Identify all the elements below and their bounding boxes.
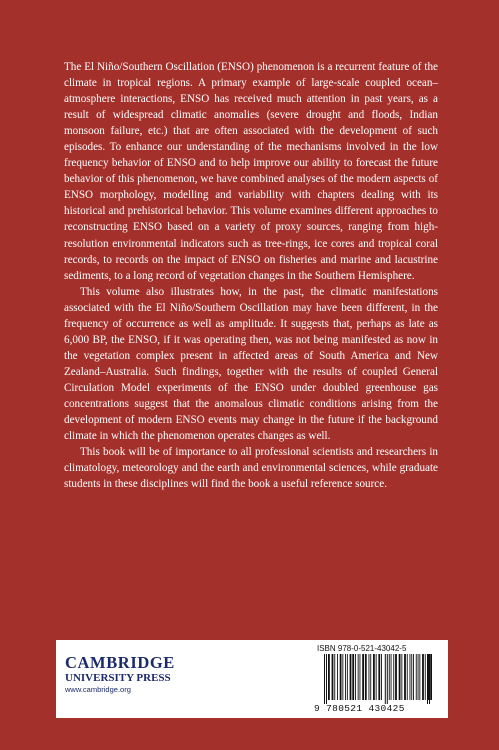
blurb-paragraph-1: The El Niño/Southern Oscillation (ENSO) phenomenon is a recurrent feature of the climate in tropical regions. A primary example of large-scale coupled ocean–atmosphere interactions, ENSO has received much attention in past years, as a result of widespread climatic anomalies (severe drought and floods, Indian monsoon failure, etc.) that are often associated with the development of such episodes. To enhance our understanding of the mechanisms involved in the low frequency behavior of ENSO and to help improve our ability to forecast the future behavior of this phenomenon, we have combined analyses of the modern aspects of ENSO morphology, modelling and variability with chapters dealing with its historical and prehistorical behavior. This volume examines different approaches to reconstructing ENSO based on a variety of proxy sources, ranging from high-resolution environmental indicators such as tree-rings, ice cores and tropical coral records, to records on the impact of ENSO on fisheries and marine and lacustrine sediments, to a long record of vegetation changes in the Southern Hemisphere. [64,61,438,282]
barcode-digits: 9 780521 430425 [314,703,405,714]
publisher-name: CAMBRIDGE [65,653,175,672]
publisher-footer [56,640,448,718]
barcode-icon [323,654,433,704]
isbn-label: ISBN 978-0-521-43042-5 [317,644,407,653]
publisher-url: www.cambridge.org [65,685,131,694]
blurb-paragraph-2: This volume also illustrates how, in the past, the climatic manifestations associated with the El Niño/Southern Oscillation may have been different, in the frequency of occurrence as well as amplitude. It suggests that, perhaps as late as 6,000 BP, the ENSO, if it was operating then, was not being manifested as now in the vegetation complex present in affected areas of South America and New Zealand–Australia. Such findings, together with the results of coupled General Circulation Model experiments of the ENSO under doubled greenhouse gas concentrations suggest that the anomalous climatic conditions arising from the development of modern ENSO events may change in the future if the background climate in which the phenomenon operates changes as well. [64,285,438,443]
publisher-subtitle: UNIVERSITY PRESS [65,672,171,684]
cover-blurb [64,59,438,492]
cambridge-logo [65,654,185,695]
blurb-paragraph-3: This book will be of importance to all professional scientists and researchers in climatology, meteorology and the earth and environmental sciences, while graduate students in these disciplines will find the book a useful reference source. [64,446,438,491]
